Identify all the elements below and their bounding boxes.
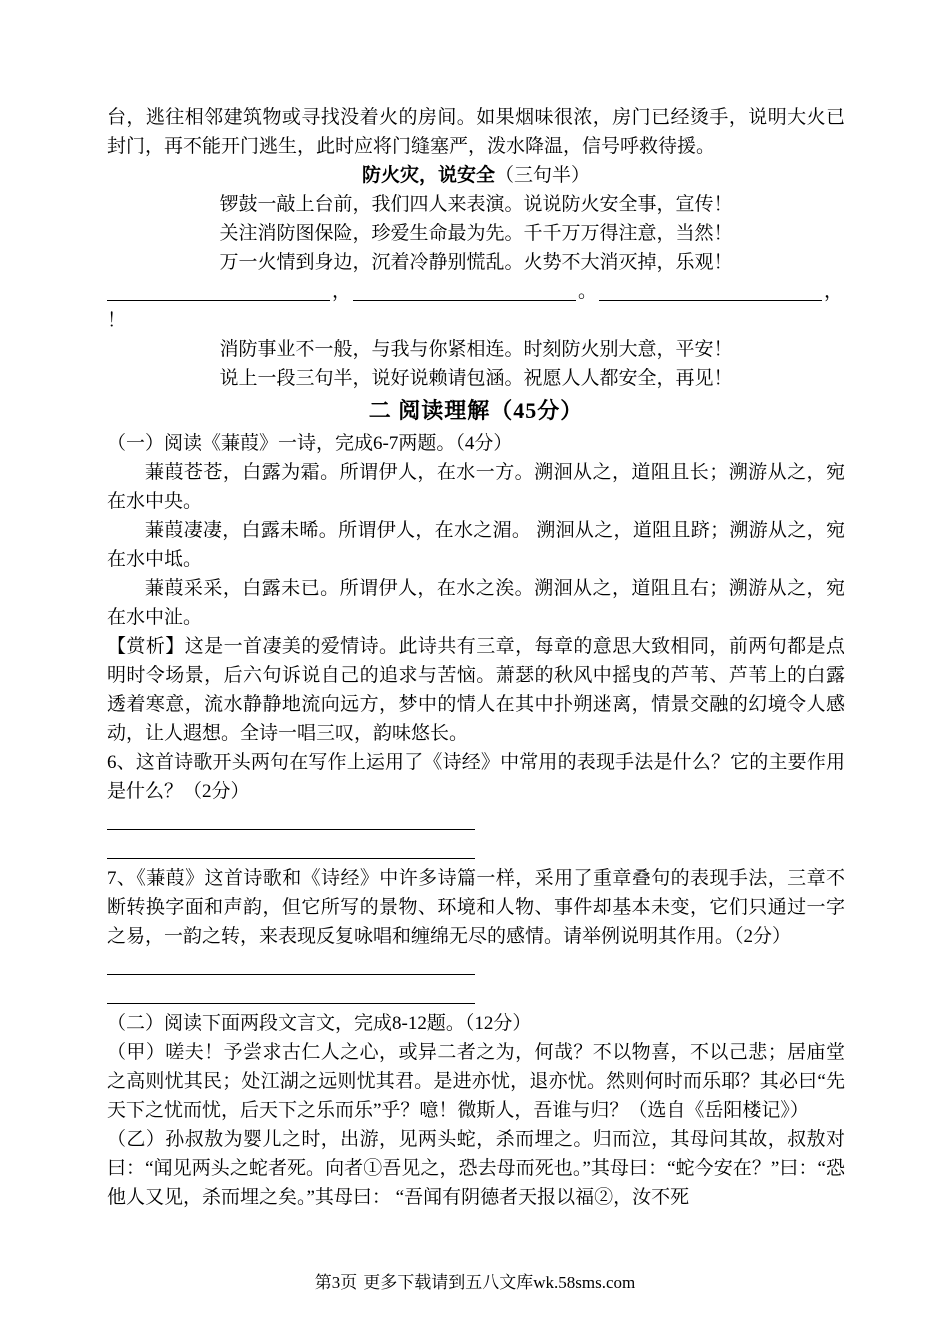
part1-intro: （一）阅读《蒹葭》一诗，完成6-7两题。（4分） xyxy=(107,433,513,454)
question-7-answer-line-2 xyxy=(107,980,475,1004)
part2-intro: （二）阅读下面两段文言文，完成8-12题。（12分） xyxy=(107,1013,532,1034)
blank-segment-1 xyxy=(107,277,330,301)
fire-intro-paragraph: 台，逃往相邻建筑物或寻找没着火的房间。如果烟味很浓，房门已经烫手，说明大火已封门，再不能开门逃生，此时应将门缝塞严，泼水降温，信号呼救待援。 xyxy=(107,107,845,157)
verse-line-1: 锣鼓一敲上台前，我们四人来表演。说说防火安全事，宣传！ xyxy=(219,194,733,215)
blank-segment-3 xyxy=(599,277,822,301)
blank-segment-2 xyxy=(353,277,576,301)
question-6-answer-line-1 xyxy=(107,806,475,830)
verse-line-3: 万一火情到身边，沉着冷静别慌乱。火势不大消灭掉，乐观！ xyxy=(219,252,733,273)
page-footer xyxy=(0,1272,950,1294)
question-7: 7、《蒹葭》这首诗歌和《诗经》中许多诗篇一样，采用了重章叠句的表现手法，三章不断转换字面和声韵，但它所写的景物、环境和人物、事件却基本未变，它们只通过一字之易，一韵之转，来表现反复咏唱和缠绵无尽的感情。请举例说明其作用。（2分） xyxy=(107,868,845,947)
verse-line-2: 关注消防图保险，珍爱生命最为先。千千万万得注意，当然！ xyxy=(219,223,733,244)
passage-yi: （乙）孙叔敖为婴儿之时，出游，见两头蛇，杀而埋之。归而泣，其母问其故，叔敖对曰：“闻见两头之蛇者死。向者①吾见之，恐去母而死也。”其母曰：“蛇今安在？”曰：“恐他人又见，杀而埋之矣。”其母曰： “吾闻有阴德者天报以福②，汝不死 xyxy=(107,1129,845,1208)
question-6-answer-line-2 xyxy=(107,835,475,859)
blank-separator-3: ， xyxy=(823,281,843,302)
section-heading-reading: 二 阅读理解（45分） xyxy=(368,398,584,423)
document-page xyxy=(107,103,845,1212)
poem-stanza-3: 蒹葭采采，白露未已。所谓伊人，在水之涘。溯洄从之，道阻且右；溯游从之，宛在水中沚。 xyxy=(107,578,845,628)
passage-jia: （甲）嗟夫！予尝求古仁人之心，或异二者之为，何哉？不以物喜，不以己悲；居庙堂之高则忧其民；处江湖之远则忧其君。是进亦忧，退亦忧。然则何时而乐耶？其必曰“先天下之忧而忧，后天下之乐而乐”乎？噫！微斯人，吾谁与归？（选自《岳阳楼记》） xyxy=(107,1042,845,1121)
blank-separator-1: ， xyxy=(331,281,351,302)
download-note: 更多下载请到五八文库wk.58sms.com xyxy=(363,1273,636,1292)
blank-separator-2: 。 xyxy=(577,281,597,302)
fill-in-blank-row xyxy=(107,277,845,306)
fire-verse-title xyxy=(107,161,845,190)
poem-analysis: 【赏析】这是一首凄美的爱情诗。此诗共有三章，每章的意思大致相同，前两句都是点明时令场景，后六句诉说自己的追求与苦恼。萧瑟的秋风中摇曳的芦苇、芦苇上的白露透着寒意，流水静静地流向远方，梦中的情人在其中扑朔迷离，情景交融的幻境令人感动，让人遐想。全诗一唱三叹，韵味悠长。 xyxy=(107,636,845,744)
fire-verse-title-text: 防火灾，说安全 xyxy=(361,165,495,186)
poem-stanza-1: 蒹葭苍苍，白露为霜。所谓伊人，在水一方。溯洄从之，道阻且长；溯游从之，宛在水中央。 xyxy=(107,462,845,512)
closing-line-1: 消防事业不一般，与我与你紧相连。时刻防火别大意，平安！ xyxy=(219,339,733,360)
page-number: 第3页 xyxy=(314,1273,358,1292)
question-7-answer-line-1 xyxy=(107,951,475,975)
fire-verse-title-suffix: （三句半） xyxy=(495,165,591,186)
poem-stanza-2: 蒹葭凄凄，白露未晞。所谓伊人，在水之湄。 溯洄从之，道阻且跻；溯游从之，宛在水中坻。 xyxy=(107,520,845,570)
closing-line-2: 说上一段三句半，说好说赖请包涵。祝愿人人都安全，再见！ xyxy=(219,368,733,389)
question-6: 6、这首诗歌开头两句在写作上运用了《诗经》中常用的表现手法是什么？它的主要作用是什么？（2分） xyxy=(107,752,845,802)
fill-in-blank-tail: ！ xyxy=(107,310,127,331)
